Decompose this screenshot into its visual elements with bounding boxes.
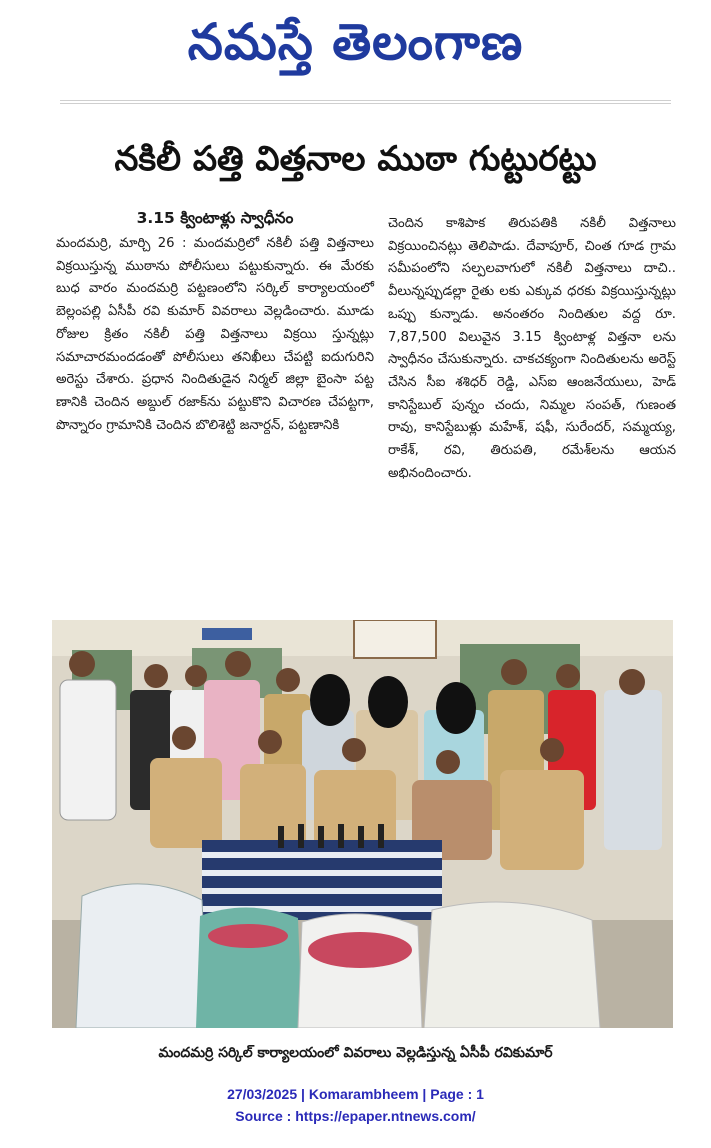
article-text: చెందిన కాశిపాక తిరుపతికి నకిలీ విత్తనాలు విక్రయించినట్లు తెలిపాడు. దేవాపూర్, చింత గూడ గ్రామ సమీపంలోని సల్పలవాగులో నకిలీ విత్తనాలు దాచి.. వీలున్నప్పుడల్లా రైతు లకు ఎక్కువ ధరకు విక్రయిస్తున్నట్లు ఒప్పు కున్నాడు. అనంతరం నిందితుల వద్ద రూ. 7,87,500 విలువైన 3.15 క్వింటాళ్ల విత్తనా లను స్వాధీనం చేసుకున్నారు. చాకచక్యంగా నిందితులను అరెస్ట్ చేసిన సీఐ శశిధర్ రెడ్డి, ఎస్ఐ ఆంజనేయులు, హెడ్ కానిస్టేబుల్ పున్నం చందు, నిమ్మల సంపత్, గుణంత రావు, కానిస్టేబుళ్లు మహేశ్, షఫీ, సురేందర్, సమ్మయ్య, రాకేశ్, రవి, తిరుపతి, రమేశ్‌లను ఆయన అభినందించారు. <box>388 216 676 481</box>
news-photo <box>52 620 673 1028</box>
divider <box>60 100 671 101</box>
headline: నకిలీ పత్తి విత్తనాల ముఠా గుట్టురట్టు <box>114 139 597 179</box>
article-text: మందమర్రి, మార్చి 26 : మందమర్రిలో నకిలీ పత్తి విత్తనాలు విక్రయిస్తున్న ముఠాను పోలీసులు పట్టుకున్నారు. ఈ మేరకు బుధ వారం మందమర్రి పట్టణంలోని సర్కిల్ కార్యాలయంలో బెల్లంపల్లి ఏసీపీ రవి కుమార్ వివరాలు వెల్లడించారు. మూడు రోజుల క్రితం నకిలీ పత్తి విత్తనాలు విక్రయి స్తున్నట్లు సమాచారమందడంతో పోలీసులు తనిఖీలు చేపట్టి ఐదుగురిని అరెస్టు చేశారు. ప్రధాన నిందితుడైన నిర్మల్ జిల్లా బైంసా పట్ట ణానికి చెందిన అబ్దుల్ రజాక్‌ను పట్టుకొని విచారణ చేపట్టగా, పొన్నారం గ్రామానికి చెందిన బొలిశెట్టి జనార్దన్, పట్టణానికి <box>56 236 374 433</box>
article-column-left <box>56 205 374 437</box>
divider <box>60 103 671 104</box>
masthead-logo: నమస్తే తెలంగాణ <box>187 12 524 71</box>
article-column-right <box>388 213 676 485</box>
footer-date-edition: 27/03/2025 | Komarambheem | Page : 1 <box>227 1086 484 1102</box>
footer-source: Source : https://epaper.ntnews.com/ <box>235 1108 476 1124</box>
subheadline: 3.15 క్వింటాళ్లు స్వాధీనం <box>136 209 294 227</box>
photo-caption: మందమర్రి సర్కిల్ కార్యాలయంలో వివరాలు వెల్లడిస్తున్న ఏసీపీ రవికుమార్ <box>158 1045 553 1061</box>
